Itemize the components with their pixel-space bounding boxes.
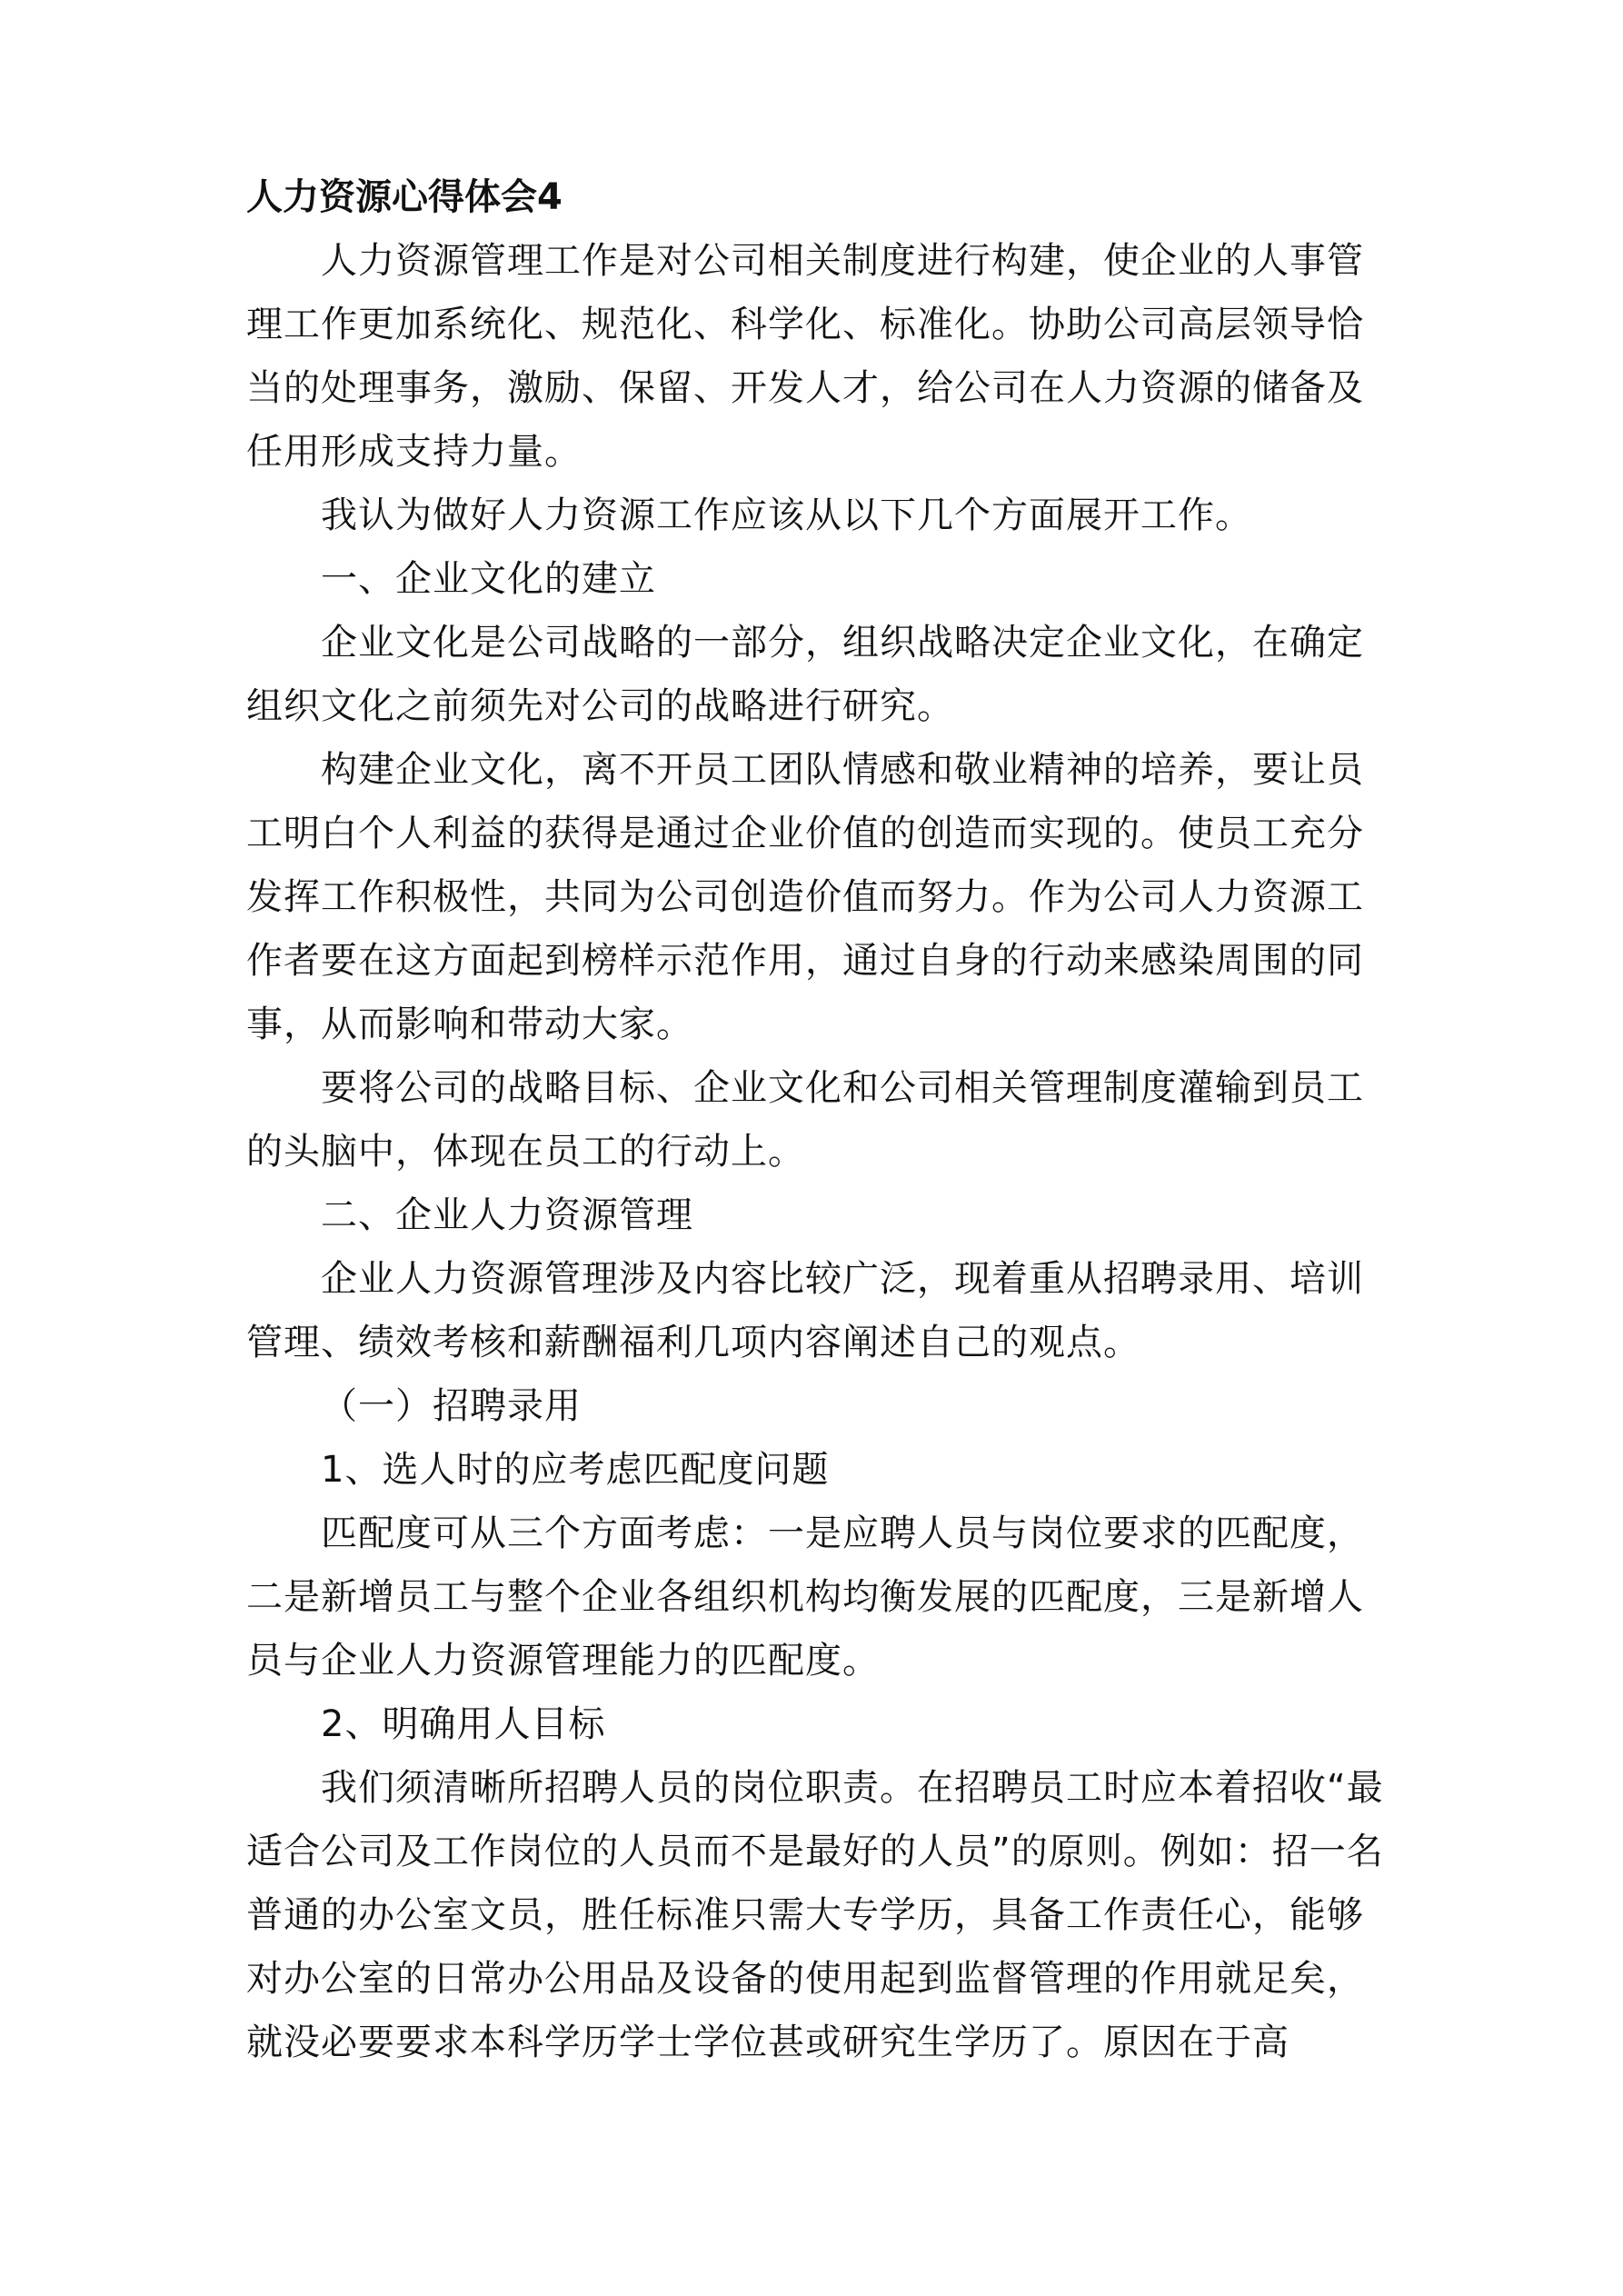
section-heading-hr-management: 二、企业人力资源管理 bbox=[321, 1194, 693, 1236]
paragraph-matching: 匹配度可从三个方面考虑：一是应聘人员与岗位要求的匹配度，二是新增员工与整个企业各组织机构均衡发展的匹配度，三是新增人员与企业人力资源管理能力的匹配度。 bbox=[246, 1512, 1364, 1682]
paragraph-culture-building: 构建企业文化，离不开员工团队情感和敬业精神的培养，要让员工明白个人利益的获得是通过企业价值的创造而实现的。使员工充分发挥工作积极性，共同为公司创造价值而努力。作为公司人力资源工作者要在这方面起到榜样示范作用，通过自身的行动来感染周围的同事，从而影响和带动大家。 bbox=[246, 749, 1364, 1045]
item-heading-matching: 1、选人时的应考虑匹配度问题 bbox=[321, 1449, 830, 1491]
paragraph-culture-strategy: 企业文化是公司战略的一部分，组织战略决定企业文化，在确定组织文化之前须先对公司的战略进行研究。 bbox=[246, 622, 1364, 727]
paragraph-intro: 人力资源管理工作是对公司相关制度进行构建，使企业的人事管理工作更加系统化、规范化、科学化、标准化。协助公司高层领导恰当的处理事务，激励、保留、开发人才，给公司在人力资源的储备及任用形成支持力量。 bbox=[246, 240, 1364, 473]
section-heading-culture: 一、企业文化的建立 bbox=[321, 558, 656, 600]
item-heading-hiring-goal: 2、明确用人目标 bbox=[321, 1703, 606, 1745]
document-title: 人力资源心得体会4 bbox=[246, 176, 563, 218]
paragraph-culture-instill: 要将公司的战略目标、企业文化和公司相关管理制度灌输到员工的头脑中，体现在员工的行动上。 bbox=[246, 1067, 1364, 1173]
paragraph-approach: 我认为做好人力资源工作应该从以下几个方面展开工作。 bbox=[321, 494, 1252, 536]
paragraph-hiring-goal: 我们须清晰所招聘人员的岗位职责。在招聘员工时应本着招收“最适合公司及工作岗位的人员而不是最好的人员”的原则。例如：招一名普通的办公室文员，胜任标准只需大专学历，具备工作责任心，能够对办公室的日常办公用品及设备的使用起到监督管理的作用就足矣，就没必要要求本科学历学士学位甚或研究生学历了。原因在于高 bbox=[246, 1767, 1384, 2063]
subsection-heading-recruitment: （一）招聘录用 bbox=[321, 1385, 582, 1427]
document-page bbox=[246, 165, 1391, 2074]
paragraph-hr-scope: 企业人力资源管理涉及内容比较广泛，现着重从招聘录用、培训管理、绩效考核和薪酬福利几项内容阐述自己的观点。 bbox=[246, 1258, 1364, 1363]
